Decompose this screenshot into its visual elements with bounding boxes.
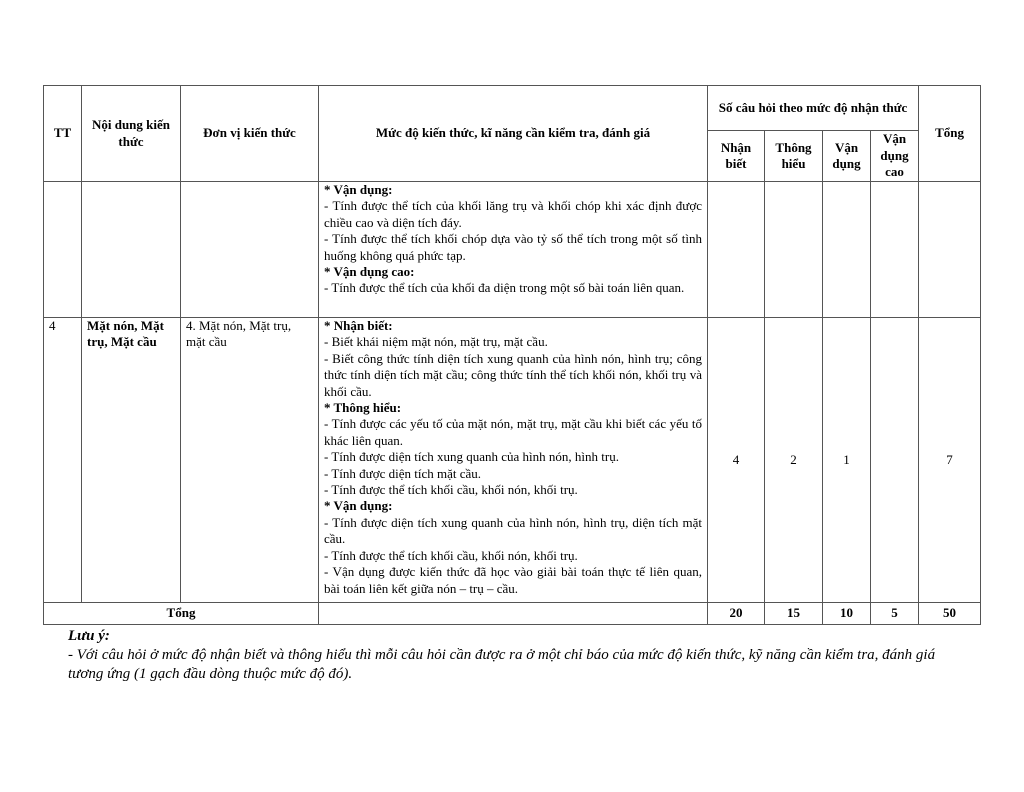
header-so-cau: Số câu hỏi theo mức độ nhận thức: [708, 86, 919, 131]
note-text: - Với câu hỏi ở mức độ nhận biết và thông hiểu thì mỗi câu hỏi cần được ra ở một chỉ báo của mức độ kiến thức, kỹ năng cần kiểm tra, đánh giá tương ứng (1 gạch đầu dòng thuộc mức độ đó).: [68, 647, 936, 682]
note-section: [68, 627, 948, 684]
description-cell: [319, 318, 708, 603]
note-title: Lưu ý:: [68, 628, 110, 644]
count-nhan-biet: 4: [708, 318, 765, 603]
knowledge-matrix-table: [43, 85, 981, 625]
total-van-dung-cao: 5: [871, 603, 919, 625]
description-line: * Vận dụng:: [324, 182, 393, 197]
description-line: - Biết công thức tính diện tích xung quanh của hình nón, hình trụ; công thức tính diện tích mặt cầu; công thức tính thể tích khối nón, khối trụ và khối cầu.: [324, 350, 702, 399]
description-cell: [319, 182, 708, 318]
description-line: - Tính được diện tích xung quanh của hình nón, hình trụ.: [324, 449, 619, 465]
description-line: * Vận dụng:: [324, 498, 393, 514]
description-line: - Tính được các yếu tố của mặt nón, mặt trụ, mặt cầu khi biết các yếu tố khác liên quan.: [324, 416, 702, 448]
description-line: - Tính được thể tích của khối lăng trụ và khối chóp khi xác định được chiều cao và diện tích đáy.: [324, 198, 702, 230]
header-noi-dung: Nội dung kiến thức: [82, 86, 181, 182]
row-noi-dung: Mặt nón, Mặt trụ, Mặt cầu: [82, 318, 181, 603]
header-thong-hieu: Thông hiểu: [765, 131, 823, 182]
total-thong-hieu: 15: [765, 603, 823, 625]
description-line: - Tính được diện tích xung quanh của hình nón, hình trụ, diện tích mặt cầu.: [324, 514, 702, 547]
header-don-vi: Đơn vị kiến thức: [181, 86, 319, 182]
description-line: - Tính được diện tích mặt cầu.: [324, 465, 481, 481]
description-line: - Tính được thể tích khối chóp dựa vào tỷ số thể tích trong một số tình huống không quá phức tạp.: [324, 231, 702, 263]
total-row: [44, 603, 981, 625]
header-van-dung: Vận dụng: [823, 131, 871, 182]
header-muc-do: Mức độ kiến thức, kĩ năng cần kiểm tra, đánh giá: [319, 86, 708, 182]
total-nhan-biet: 20: [708, 603, 765, 625]
description-line: * Nhận biết:: [324, 318, 393, 333]
table-row: [44, 182, 981, 318]
description-line: - Vận dụng được kiến thức đã học vào giải bài toán thực tế liên quan, bài toán liên kết giữa nón – trụ – cầu.: [324, 564, 702, 596]
count-van-dung: 1: [823, 318, 871, 603]
description-line: - Biết khái niệm mặt nón, mặt trụ, mặt cầu.: [324, 334, 548, 350]
header-tt: TT: [44, 86, 82, 182]
description-line: - Tính được thể tích khối cầu, khối nón, khối trụ.: [324, 482, 578, 498]
total-label: Tổng: [44, 603, 319, 625]
total-tong: 50: [919, 603, 981, 625]
description-line: * Vận dụng cao:: [324, 264, 415, 280]
row-don-vi: 4. Mặt nón, Mặt trụ, mặt cầu: [181, 318, 319, 603]
header-tong: Tổng: [919, 86, 981, 182]
count-van-dung-cao: [871, 318, 919, 603]
header-van-dung-cao: Vận dụng cao: [871, 131, 919, 182]
total-van-dung: 10: [823, 603, 871, 625]
header-nhan-biet: Nhận biết: [708, 131, 765, 182]
row-tt: 4: [44, 318, 82, 603]
description-line: - Tính được thể tích khối cầu, khối nón, khối trụ.: [324, 547, 578, 563]
description-line: * Thông hiểu:: [324, 400, 402, 416]
count-tong: 7: [919, 318, 981, 603]
count-thong-hieu: 2: [765, 318, 823, 603]
description-line: - Tính được thể tích của khối đa diện trong một số bài toán liên quan.: [324, 280, 685, 296]
table-row: [44, 318, 981, 603]
